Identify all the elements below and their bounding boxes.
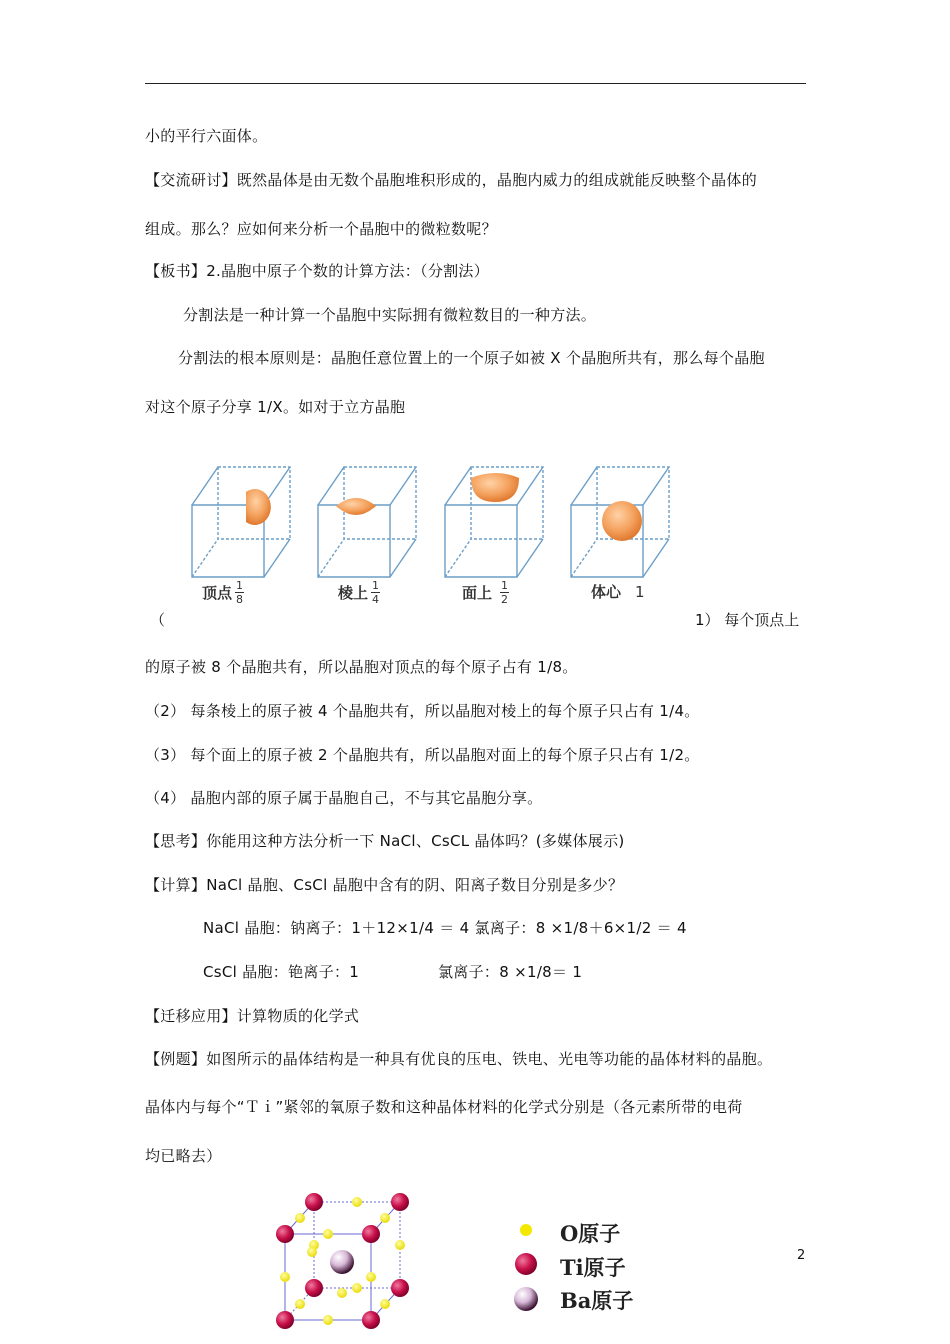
crystal-cell-diagram [268,1186,418,1336]
text-line: 【思考】你能用这种方法分析一下 NaCl、CsCL 晶体吗？(多媒体展示) [145,832,625,850]
text-line: 【例题】如图所示的晶体结构是一种具有优良的压电、铁电、光电等功能的晶体材料的晶胞。 [145,1050,773,1068]
titanium-atom-icon [508,1253,548,1281]
barium-atom-icon [508,1286,548,1314]
legend-oxygen [508,1218,620,1248]
cell-label-text: 面上 [462,583,493,602]
fraction-numerator: 1 [501,579,509,592]
text-line: （4） 晶胞内部的原子属于晶胞自己，不与其它晶胞分享。 [145,789,543,807]
cube-face-figure [441,460,547,580]
cube-body-center-figure [567,460,673,580]
text-line: 【计算】NaCl 晶胞、CsCl 晶胞中含有的阴、阳离子数目分别是多少？ [145,876,624,894]
fraction-denominator: 4 [372,593,380,606]
legend-label: Ba原子 [560,1288,634,1313]
cell-label-text: 顶点 [202,583,233,602]
text-line: 氯离子：8 ×1/8＝ 1 [438,963,583,981]
cube-vertex-figure [188,460,294,580]
cell-label-body-center [591,582,645,602]
legend-barium [508,1285,633,1315]
legend-titanium [508,1252,626,1282]
text-line: （2） 每条棱上的原子被 4 个晶胞共有，所以晶胞对棱上的每个原子只占有 1/4。 [145,702,700,720]
text-line: 小的平行六面体。 [145,127,268,145]
cube-edge-figure [314,460,420,580]
legend-label: O原子 [560,1221,621,1246]
cell-label-vertex [202,580,244,605]
cell-label-text: 棱上 [338,583,369,602]
fraction-numerator: 1 [372,579,380,592]
text-line: 组成。那么？应如何来分析一个晶胞中的微粒数呢？ [145,220,497,238]
text-line: 分割法是一种计算一个晶胞中实际拥有微粒数目的一种方法。 [183,306,597,324]
text-line: （3） 每个面上的原子被 2 个晶胞共有，所以晶胞对面上的每个原子只占有 1/2。 [145,746,700,764]
text-line: 分割法的根本原则是：晶胞任意位置上的一个原子如被 X 个晶胞所共有，那么每个晶胞 [178,349,765,367]
page-number: 2 [797,1248,806,1263]
text-line: NaCl 晶胞：钠离子：1＋12×1/4 ＝ 4 氯离子：8 ×1/8＋6×1/2 ＝ 4 [203,919,687,937]
text-line: 【交流研讨】既然晶体是由无数个晶胞堆积形成的，晶胞内威力的组成就能反映整个晶体的 [145,171,758,189]
fraction [235,580,244,605]
cell-label-text: 体心 [591,583,622,601]
fraction [500,580,509,605]
oxygen-atom-icon [508,1220,548,1246]
cell-label-face [462,580,509,605]
fraction-numerator: 1 [236,579,244,592]
text-line: 的原子被 8 个晶胞共有，所以晶胞对顶点的每个原子占有 1/8。 [145,658,578,676]
text-line: 均已略去） [145,1147,222,1165]
fraction [371,580,380,605]
text-line: CsCl 晶胞：铯离子：1 [203,963,360,981]
text-line: 晶体内与每个“Ｔｉ”紧邻的氧原子数和这种晶体材料的化学式分别是（各元素所带的电荷 [145,1098,743,1116]
fraction-denominator: 8 [236,593,244,606]
cell-label-edge [338,580,380,605]
legend-label: Ti原子 [560,1255,626,1280]
fraction-denominator: 2 [501,593,509,606]
text-fragment: （ [150,611,166,629]
text-line: 对这个原子分享 1/X。如对于立方晶胞 [145,398,406,416]
cell-label-value: 1 [635,583,645,601]
header-rule [145,83,806,84]
text-line: 【板书】2.晶胞中原子个数的计算方法：（分割法） [145,262,490,280]
text-fragment: 1） 每个顶点上 [695,611,800,629]
text-line: 【迁移应用】计算物质的化学式 [145,1007,360,1025]
